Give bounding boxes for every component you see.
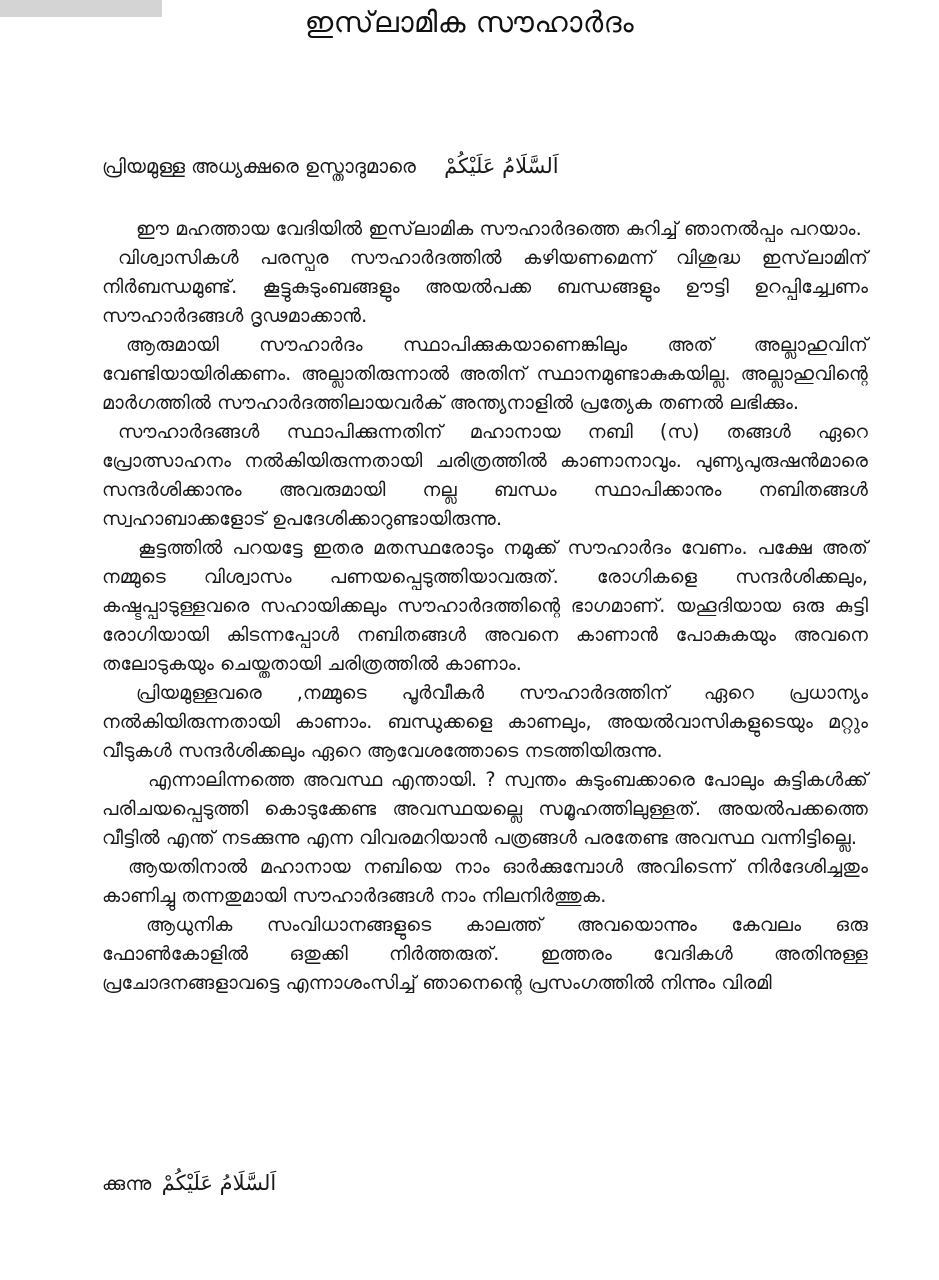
paragraph-5: കൂട്ടത്തിൽ പറയട്ടേ ഇതര മതസ്ഥരോടും നമുക്ക് സൗഹാർദം വേണം. പക്ഷേ അത് നമ്മുടെ വിശ്വാസം പണയപ്പെടുത്തിയാവരുത്. രോഗികളെ സന്ദർശിക്കലും, കഷ്ടപ്പാടുള്ളവരെ സഹായിക്കലും സൗഹാർദത്തിന്റെ ഭാഗമാണ്. യഹൂദിയായ ഒരു കുട്ടി രോഗിയായി കിടന്നപ്പോൾ നബിതങ്ങൾ അവനെ കാണാൻ പോകുകയും അവനെ തലോടുകയും ചെയ്തതായി ചരിത്രത്തിൽ കാണാം. <box>102 536 868 675</box>
paragraph-6: പ്രിയമുള്ളവരെ ,നമ്മുടെ പൂർവീകർ സൗഹാർദത്തിന് ഏറെ പ്രധാന്യം നൽകിയിരുന്നതായി കാണാം. ബന്ധുക്കളെ കാണലും, അയൽവാസികളുടെയും മറ്റും വീടുകൾ സന്ദർശിക്കലും ഏറെ ആവേശത്തോടെ നടത്തിയിരുന്നു. <box>102 681 868 762</box>
closing-salam: اَلسَّلَامُ عَلَيْكُمْ <box>161 1171 277 1195</box>
greeting-text: പ്രിയമുള്ള അധ്യക്ഷരെ ഉസ്താദുമാരെ <box>102 155 416 178</box>
greeting-line <box>102 148 862 185</box>
paragraph-2: വിശ്വാസികൾ പരസ്പര സൗഹാർദത്തിൽ കഴിയണമെന്ന് വിശുദ്ധ ഇസ്‌ലാമിന് നിർബന്ധമുണ്ട്. കൂട്ടുകുടുംബങ്ങളും അയൽപക്ക ബന്ധങ്ങളും ഊട്ടി ഉറപ്പിച്ച്വേണം സൗഹാർദങ്ങൾ ദൃഢമാക്കാൻ. <box>102 246 868 327</box>
paragraph-4: സൗഹാർദങ്ങൾ സ്ഥാപിക്കുന്നതിന് മഹാനായ നബി (സ) തങ്ങൾ ഏറെ പ്രോത്സാഹനം നൽകിയിരുന്നതായി ചരിത്രത്തിൽ കാണാനാവും. പുണ്യപുരുഷൻമാരെ സന്ദർശിക്കാനും അവരുമായി നല്ല ബന്ധം സ്ഥാപിക്കാനും നബിതങ്ങൾ സ്വഹാബാക്കളോട് ഉപദേശിക്കാറുണ്ടായിരുന്നു. <box>102 420 868 530</box>
paragraph-1: ഈ മഹത്തായ വേദിയിൽ ഇസ്‌ലാമിക സൗഹാർദത്തെ കുറിച്ച് ഞാനൽപ്പം പറയാം. <box>136 217 862 240</box>
closing-text: ക്കുന്നു <box>102 1172 152 1195</box>
greeting-salam: اَلسَّلَامُ عَلَيْكُمْ <box>444 154 559 178</box>
paragraph-8: ആയതിനാൽ മഹാനായ നബിയെ നാം ഓർക്കുമ്പോൾ അവിടെന്ന് നിർദേശിച്ചതും കാണിച്ചു തന്നതുമായി സൗഹാർദങ്ങൾ നാം നിലനിർത്തുക. <box>102 855 868 907</box>
paragraph-3: ആരുമായി സൗഹാർദം സ്ഥാപിക്കുകയാണെങ്കിലും അത് അല്ലാഹുവിന് വേണ്ടിയായിരിക്കണം. അല്ലാതിരുന്നാൽ അതിന് സ്ഥാനമുണ്ടാകുകയില്ല. അല്ലാഹുവിന്റെ മാർഗത്തിൽ സൗഹാർദത്തിലായവർക് അന്ത്യനാളിൽ പ്രത്യേക തണൽ ലഭിക്കും. <box>102 333 868 414</box>
page-title: ഇസ്‌ലാമിക സൗഹാർദം <box>304 5 635 39</box>
paragraph-7: എന്നാലിന്നത്തെ അവസ്ഥ എന്തായി. ? സ്വന്തം കുടുംബക്കാരെ പോലും കുട്ടികൾക്ക് പരിചയപ്പെടുത്തി കൊടുക്കേണ്ട അവസ്ഥയല്ലെ സമൂഹത്തിലുള്ളത്. അയൽപക്കത്തെ വീട്ടിൽ എന്ത് നടക്കുന്നു എന്ന വിവരമറിയാൻ പത്രങ്ങൾ പരതേണ്ട അവസ്ഥ വന്നിട്ടില്ലെ. <box>102 768 868 849</box>
paragraph-9: ആധുനിക സംവിധാനങ്ങളുടെ കാലത്ത് അവയൊന്നും കേവലം ഒരു ഫോൺകോളിൽ ഒതുക്കി നിർത്തരുത്. ഇത്തരം വേദികൾ അതിനുള്ള പ്രചോദനങ്ങളാവട്ടെ എന്നാശംസിച്ച് ഞാനെന്റെ പ്രസംഗത്തിൽ നിന്നും വിരമി <box>102 913 868 994</box>
speech-body <box>102 214 868 997</box>
closing-line <box>102 1163 868 1204</box>
